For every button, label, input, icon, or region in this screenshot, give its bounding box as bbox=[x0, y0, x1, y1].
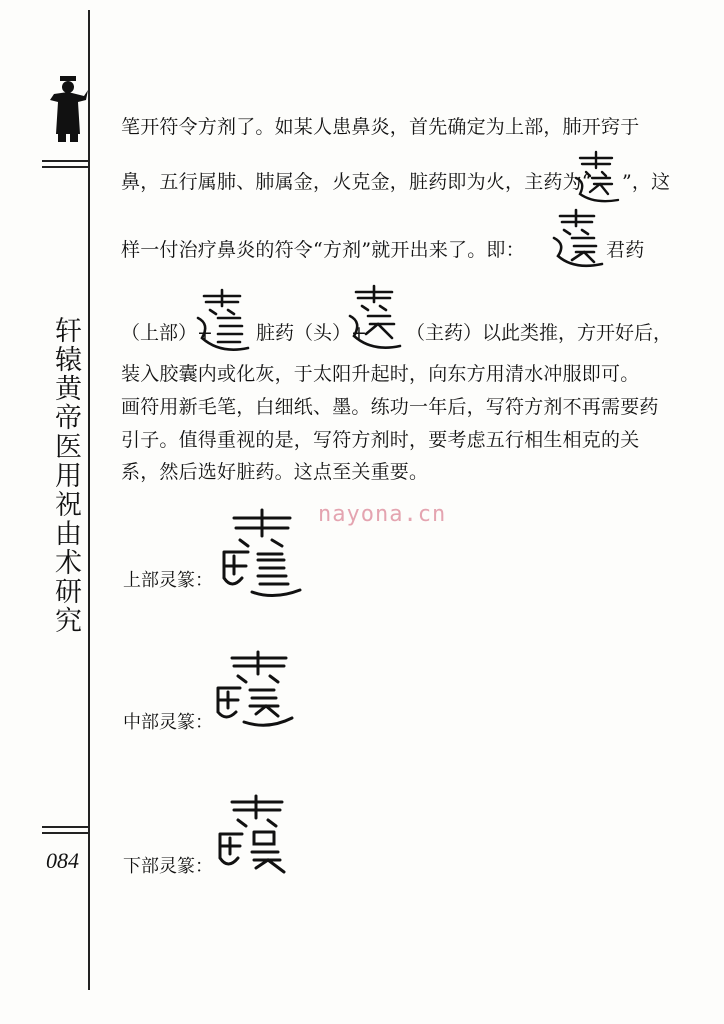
body-line-4c: （主药）以此类推，方开好后， bbox=[406, 322, 673, 344]
body-line-2b: ”，这 bbox=[622, 171, 671, 193]
body-line-6: 画符用新毛笔，白细纸、墨。练功一年后，写符方剂不再需要药 bbox=[121, 396, 659, 418]
body-line-3a: 样一付治疗鼻炎的符令“方剂”就开出来了。即： bbox=[121, 239, 525, 261]
body-line-2a: 鼻，五行属肺、肺属金，火克金，脏药即为火，主药为“ bbox=[121, 171, 592, 193]
body-line-5: 装入胶囊内或化灰，于太阳升起时，向东方用清水冲服即可。 bbox=[121, 363, 640, 385]
book-title-vertical: 轩辕黄帝医用祝由术研究 bbox=[50, 316, 81, 635]
footer-rule-1 bbox=[42, 826, 90, 828]
upper-seal-inline-icon bbox=[192, 288, 252, 356]
upper-seal-label: 上部灵篆： bbox=[123, 570, 213, 591]
fire-seal-inline-icon-2 bbox=[344, 284, 404, 354]
body-line-8: 系，然后选好脏药。这点至关重要。 bbox=[121, 461, 429, 483]
body-line-7: 引子。值得重视的是，写符方剂时，要考虑五行相生相克的关 bbox=[121, 429, 640, 451]
header-rule-2 bbox=[42, 166, 90, 168]
lower-seal-icon bbox=[208, 794, 304, 882]
middle-seal-icon bbox=[208, 650, 304, 732]
upper-seal-icon bbox=[212, 508, 308, 604]
body-line-4a: （上部）+ bbox=[121, 322, 213, 344]
body-line-4b: 脏药（头）+ bbox=[256, 322, 367, 344]
header-rule-1 bbox=[42, 160, 90, 162]
fire-seal-inline-icon bbox=[570, 148, 622, 206]
footer-rule-2 bbox=[42, 832, 90, 834]
body-line-3b: 君药 bbox=[606, 239, 645, 261]
watermark: nayona.cn bbox=[318, 502, 447, 527]
lower-seal-label: 下部灵篆： bbox=[123, 856, 213, 877]
margin-vertical-rule bbox=[88, 10, 90, 990]
jun-yao-seal-icon bbox=[548, 208, 606, 272]
page-number: 084 bbox=[46, 848, 79, 873]
middle-seal-label: 中部灵篆： bbox=[123, 712, 213, 733]
scholar-figure-icon bbox=[46, 74, 90, 144]
body-line-1: 笔开符令方剂了。如某人患鼻炎，首先确定为上部，肺开窍于 bbox=[121, 116, 640, 138]
